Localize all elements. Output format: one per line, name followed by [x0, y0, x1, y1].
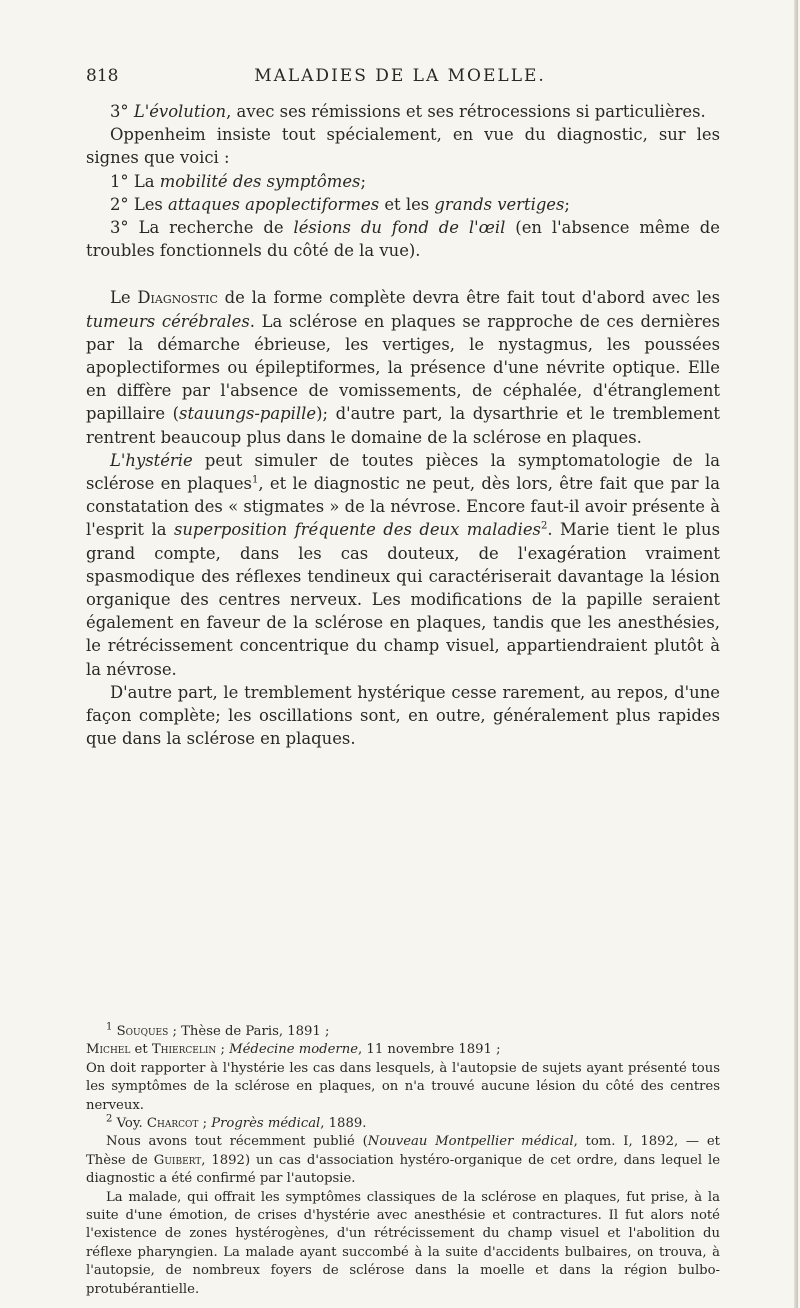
item-number: 3° La recherche de [110, 218, 294, 238]
footnote-mark: 2 [106, 1113, 113, 1125]
footnote-text: , 1892) un cas d'association hystéro-organique de cet ordre, dans lequel le diagnostic a été confirmé par l'autopsie. [86, 1152, 721, 1187]
footnote-mark: 1 [106, 1021, 113, 1033]
italic-term: L'évolution [133, 102, 227, 121]
paragraph-text: , avec ses rémissions et ses rétrocessions si particulières. [226, 102, 706, 121]
italic-term: attaques apoplectiformes [168, 194, 380, 214]
footnote-text: Nous avons tout récemment publié ( [106, 1134, 368, 1150]
punctuation: ; [360, 171, 366, 191]
paragraph-text: . La sclérose en plaques se rapproche de ces dernières par la démarche ébrieuse, les vertiges, le nystagmus, les poussées apoplectiformes ou épileptiformes, la présence d'une névrite optique. Elle en diffère par l'absence de vomissements, de céphalée, d'étranglement papillaire ( [86, 311, 720, 424]
item-number: 2° Les [110, 194, 169, 214]
paragraph-oppenheim: Oppenheim insiste tout spécialement, en vue du diagnostic, sur les signes que voici : [86, 125, 720, 168]
paragraph-text: ); d'autre part, la dysarthrie et le tremblement rentrent beaucoup plus dans le domaine de la sclérose en plaques. [86, 404, 720, 447]
small-caps-name: Guibert [153, 1152, 202, 1168]
footnote-1-line3: On doit rapporter à l'hystérie les cas dans lesquels, à l'autopsie de sujets ayant présenté tous les symptômes de la sclérose en plaques, on n'a trouvé aucune lésion du côté des centres nerveux. [86, 1060, 720, 1113]
item-number: 3° [110, 102, 134, 121]
paragraph-text: de la forme complète devra être fait tout d'abord avec les [217, 288, 721, 308]
small-caps-name: Thiercelin [151, 1042, 217, 1058]
italic-title: Médecine moderne [229, 1042, 359, 1058]
italic-term: stauungs-papille [179, 404, 317, 424]
footnote-2-line2 [86, 1133, 720, 1188]
footnote-text: ; Thèse de Paris, 1891 ; [168, 1024, 330, 1039]
paragraph-diagnostic [86, 286, 720, 448]
footnote-text: ; [216, 1042, 230, 1058]
footnote-1-line2 [86, 1041, 720, 1059]
paragraph-tremblement: D'autre part, le tremblement hystérique cesse rarement, au repos, d'une façon complète; les oscillations sont, en outre, généralement plus rapides que dans la sclérose en plaques. [86, 682, 720, 749]
page-number: 818 [86, 66, 119, 86]
list-item-lesions [86, 216, 720, 262]
italic-title: Nouveau Montpellier médical [367, 1134, 574, 1150]
footnote-text: , tom. I, 1892, — et Thèse de [86, 1134, 720, 1168]
italic-term: superposition fréquente des deux maladies [173, 520, 541, 540]
list-item-attaques [86, 193, 720, 216]
italic-title: Progrès médical [211, 1116, 321, 1132]
paragraph-text: , et le diagnostic ne peut, dès lors, être fait que par la constatation des « stigmates » de la névrose. Encore faut-il avoir présente à l'esprit la [86, 474, 720, 540]
paragraph-text: et les [379, 194, 435, 214]
small-caps-term: Diagnostic [137, 288, 218, 308]
page-header [86, 60, 714, 90]
main-text [86, 100, 720, 750]
running-title: MALADIES DE LA MOELLE. [254, 66, 546, 86]
footnote-2-line1 [86, 1115, 720, 1133]
list-item-mobilite [86, 170, 720, 193]
footnote-text: , 1889. [320, 1116, 367, 1132]
footnotes [86, 1023, 720, 1299]
paragraph-text: Le [110, 288, 138, 308]
paragraph-text: (en l'absence même de troubles fonctionnels du côté de la vue). [86, 218, 721, 261]
italic-term: L'hystérie [110, 450, 193, 470]
italic-term: du fond de l'œil [360, 218, 506, 238]
italic-term: tumeurs cérébrales [86, 311, 250, 331]
small-caps-name: Michel [86, 1042, 131, 1058]
footnote-1-line1 [86, 1023, 720, 1041]
italic-term: lésions [293, 218, 351, 238]
page-edge [794, 0, 798, 1308]
paragraph-evolution [86, 100, 720, 123]
footnote-text: , 11 novembre 1891 ; [358, 1042, 501, 1058]
footnote-ref[interactable]: 1 [251, 474, 259, 486]
italic-term: mobilité des symptômes [159, 171, 361, 191]
punctuation: ; [564, 194, 570, 214]
paragraph-text: peut simuler de toutes pièces la symptomatologie de la sclérose en plaques [86, 450, 720, 494]
footnote-text: Voy. [112, 1116, 147, 1132]
small-caps-name: Charcot [146, 1116, 199, 1132]
footnote-ref[interactable]: 2 [540, 520, 548, 532]
footnote-2-line3: La malade, qui offrait les symptômes classiques de la sclérose en plaques, fut prise, à la suite d'une émotion, de crises d'hystérie avec anesthésie et contractures. Il fut alors noté l'existence de zones hystérogènes, d'un rétrécissement du champ visuel et l'abolition du réflexe pharyngien. La malade ayant succombé à la suite d'accidents bulbaires, on trouva, à l'autopsie, de nombreux foyers de sclérose dans la moelle et dans la région bulbo-protubérantielle. [86, 1189, 720, 1297]
italic-term: grands vertiges [434, 194, 565, 214]
paragraph-text: . Marie tient le plus grand compte, dans les cas douteux, de l'exagération vraiment spasmodique des réflexes tendineux qui caractériserait davantage la lésion organique des centres nerveux. Les modifications de la papille seraient également en faveur de la sclérose en plaques, tandis que les anesthésies, le rétrécissement concentrique du champ visuel, appartiendraient plutôt à la névrose. [86, 520, 720, 679]
footnote-text: ; [198, 1116, 212, 1132]
space [351, 218, 361, 237]
footnote-text: et [130, 1042, 152, 1058]
small-caps-name: Souques [116, 1024, 169, 1039]
paragraph-hysterie [86, 449, 720, 681]
item-number: 1° La [110, 171, 160, 191]
